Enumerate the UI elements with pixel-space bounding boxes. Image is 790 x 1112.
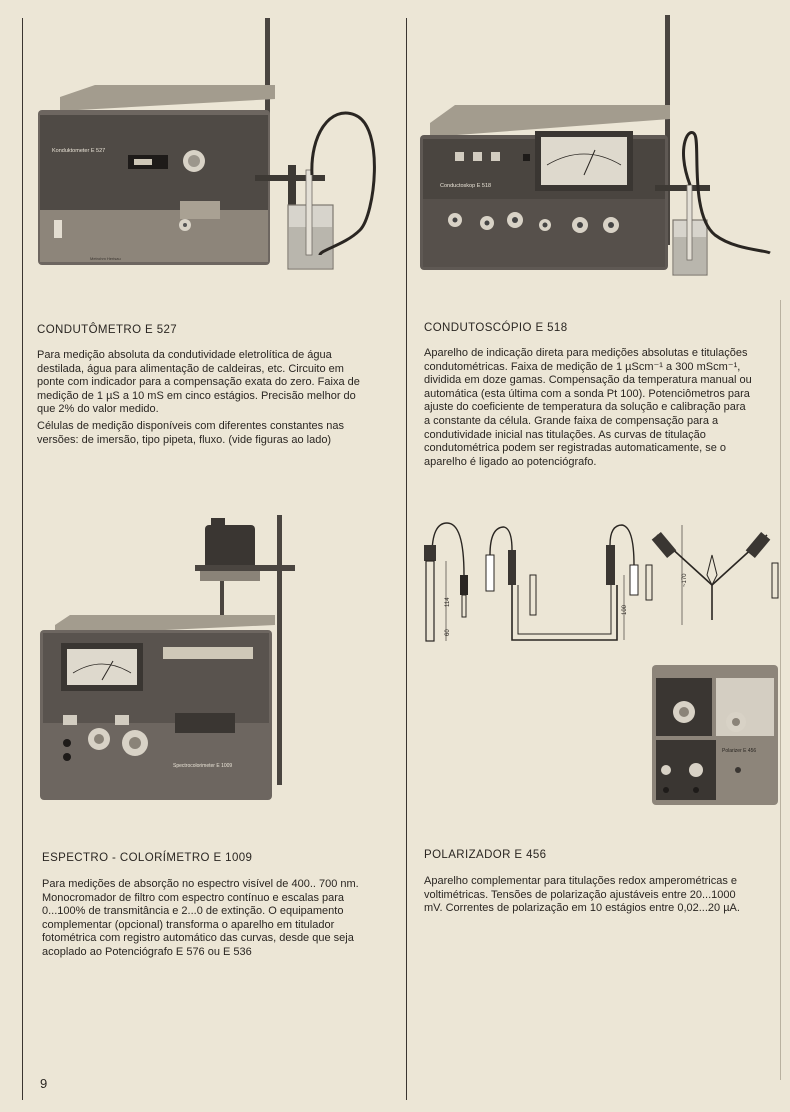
instrument-label: Konduktometer E 527 xyxy=(52,148,106,154)
product-description xyxy=(37,349,365,450)
description-paragraph: Aparelho de indicação direta para medições absolutas e titulações condutométricas. Faixa de medição de 1 µScm⁻¹ a 300 mScm⁻¹, dividida em doze gamas. Compensação da temperatura manual ou automática (esta última com a sonda Pt 100). Potenciômetros para ajuste do coeficiente de temperatura da solução e calibração para a constante da célula. Grande faixa de compensação para a condutividade inicial nas titulações. As curvas de titulação condutométrica podem ser registradas automaticamente, se o aparelho é ligado ao potenciógrafo. xyxy=(424,347,752,468)
page-number: 9 xyxy=(40,1076,48,1091)
dimension-label: 60 xyxy=(445,629,451,636)
product-title: CONDUTÔMETRO E 527 xyxy=(37,324,178,336)
instrument-label: Polarizer E 456 xyxy=(722,748,757,754)
left-margin-rule xyxy=(22,18,23,1100)
svg-text:Metrohm Herisau: Metrohm Herisau xyxy=(90,256,121,261)
product-title: CONDUTOSCÓPIO E 518 xyxy=(424,322,568,334)
description-paragraph: Aparelho complementar para titulações redox amperométricas e voltimétricas. Tensões de polarização ajustáveis entre 20...1000 mV. Correntes de polarização em 10 estágios entre 0,02...20 µA. xyxy=(424,875,740,915)
column-divider-rule xyxy=(406,18,407,1100)
description-paragraph: Para medições de absorção no espectro visível de 400.. 700 nm. Monocromador de filtro com espectro contínuo e escalas para 0...100% de transmitância e 2...0 de extinção. O equipamento complementar (opcional) transforma o aparelho em titulador fotométrica com registro automático das curvas, desde que seja acoplado ao Potenciógrafo E 576 ou E 536 xyxy=(42,878,359,958)
product-description xyxy=(424,347,752,472)
description-paragraph: Células de medição disponíveis com diferentes constantes nas versões: de imersão, tipo pipeta, fluxo. (vide figuras ao lado) xyxy=(37,419,344,446)
spectrocolorimeter-e1009-photo xyxy=(35,515,305,805)
measuring-cells-drawing xyxy=(412,515,780,650)
description-paragraph: Para medição absoluta da condutividade eletrolítica de água destilada, água para alimentação de caldeiras, etc. Circuito em ponte com indicador para a compensação exata do zero. Faixa de medição de 1 µS a 10 mS em cinco estágios. Precisão melhor do que 2% do valor medido. xyxy=(37,349,360,416)
instrument-label: Conductoskop E 518 xyxy=(440,183,492,189)
dimension-label: 114 xyxy=(445,597,451,607)
instrument-label: Spectrocolorimeter E 1009 xyxy=(173,763,233,769)
right-edge-rule xyxy=(780,300,781,1080)
polarizer-e456-photo xyxy=(650,660,780,810)
dimension-label: 100 xyxy=(622,604,628,615)
product-title: ESPECTRO - COLORÍMETRO E 1009 xyxy=(42,852,253,864)
conductoscope-e518-photo xyxy=(415,15,780,280)
product-description xyxy=(42,878,372,963)
dimension-label: ~170 xyxy=(682,573,688,587)
product-title: POLARIZADOR E 456 xyxy=(424,849,547,861)
product-description xyxy=(424,875,752,919)
conductometer-e527-photo xyxy=(30,15,400,280)
